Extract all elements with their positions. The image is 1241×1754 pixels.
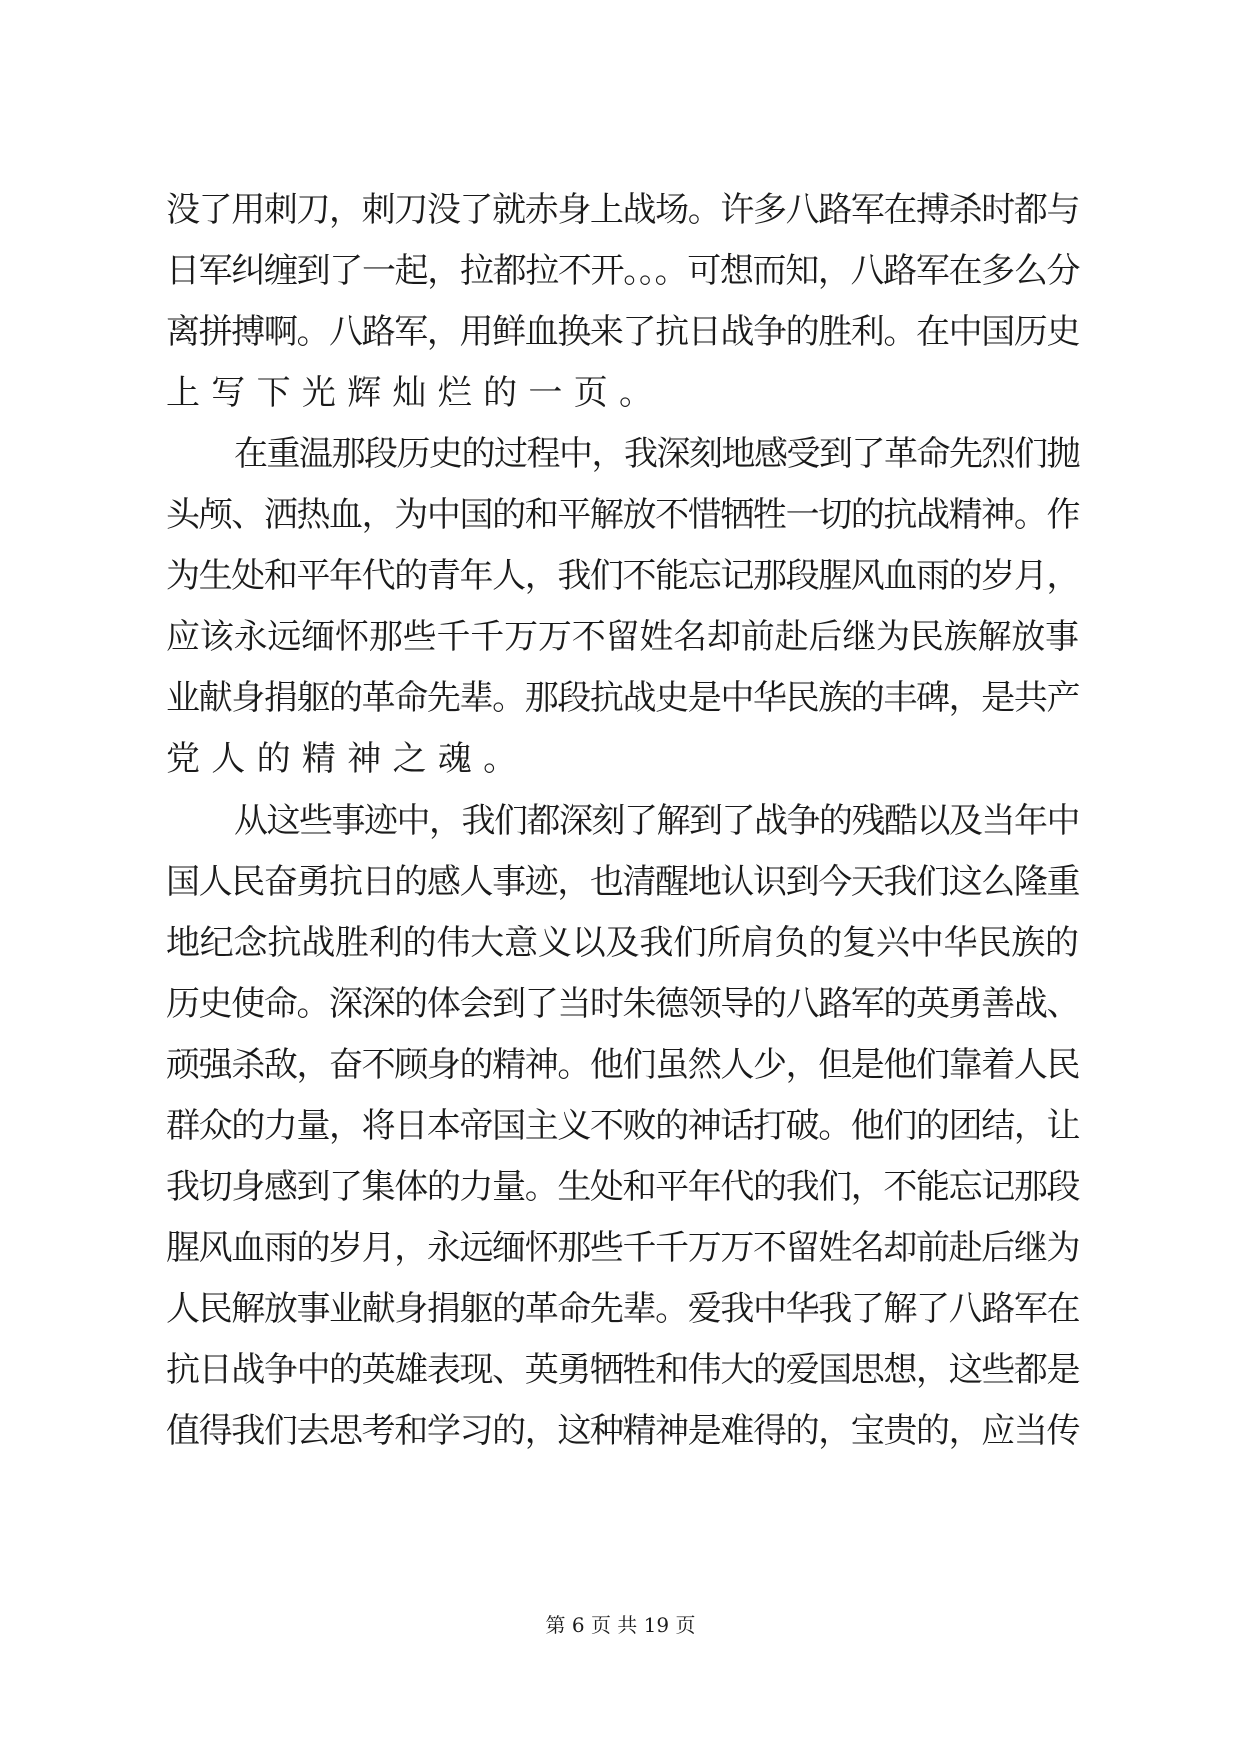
text-line: 我切身感到了集体的力量。生处和平年代的我们，不能忘记那段: [166, 1167, 1080, 1207]
text-line: 值得我们去思考和学习的，这种精神是难得的，宝贵的，应当传: [166, 1411, 1080, 1451]
text-line: 没了用刺刀，刺刀没了就赤身上战场。许多八路军在搏杀时都与: [166, 190, 1080, 230]
text-line: 历史使命。深深的体会到了当时朱德领导的八路军的英勇善战、: [166, 984, 1080, 1024]
text-line: 国人民奋勇抗日的感人事迹，也清醒地认识到今天我们这么隆重: [166, 862, 1080, 902]
page-footer: 第 6 页 共 19 页: [545, 1613, 696, 1637]
text-line: 离拼搏啊。八路军，用鲜血换来了抗日战争的胜利。在中国历史: [166, 312, 1080, 352]
text-line: 日军纠缠到了一起，拉都拉不开。。。可想而知，八路军在多么分: [166, 251, 1080, 291]
text-line: 上写下光辉灿烂的一页。: [166, 373, 665, 413]
text-line: 群众的力量，将日本帝国主义不败的神话打破。他们的团结，让: [166, 1106, 1080, 1146]
text-line: 抗日战争中的英雄表现、英勇牺牲和伟大的爱国思想，这些都是: [166, 1350, 1080, 1390]
text-line: 为生处和平年代的青年人，我们不能忘记那段腥风血雨的岁月，: [166, 556, 1080, 596]
text-line: 人民解放事业献身捐躯的革命先辈。爱我中华我了解了八路军在: [166, 1289, 1080, 1329]
text-line: 顽强杀敌，奋不顾身的精神。他们虽然人少，但是他们靠着人民: [166, 1045, 1080, 1085]
text-line: 地纪念抗战胜利的伟大意义以及我们所肩负的复兴中华民族的: [166, 923, 1079, 963]
text-line: 头颅、洒热血，为中国的和平解放不惜牺牲一切的抗战精神。作: [166, 495, 1080, 535]
text-line: 在重温那段历史的过程中，我深刻地感受到了革命先烈们抛: [234, 434, 1079, 474]
text-line: 党人的精神之魂。: [166, 739, 529, 779]
text-line: 从这些事迹中，我们都深刻了解到了战争的残酷以及当年中: [234, 801, 1079, 841]
text-line: 业献身捐躯的革命先辈。那段抗战史是中华民族的丰碑，是共产: [166, 678, 1080, 718]
text-line: 腥风血雨的岁月，永远缅怀那些千千万万不留姓名却前赴后继为: [166, 1228, 1080, 1268]
text-line: 应该永远缅怀那些千千万万不留姓名却前赴后继为民族解放事: [166, 617, 1079, 657]
